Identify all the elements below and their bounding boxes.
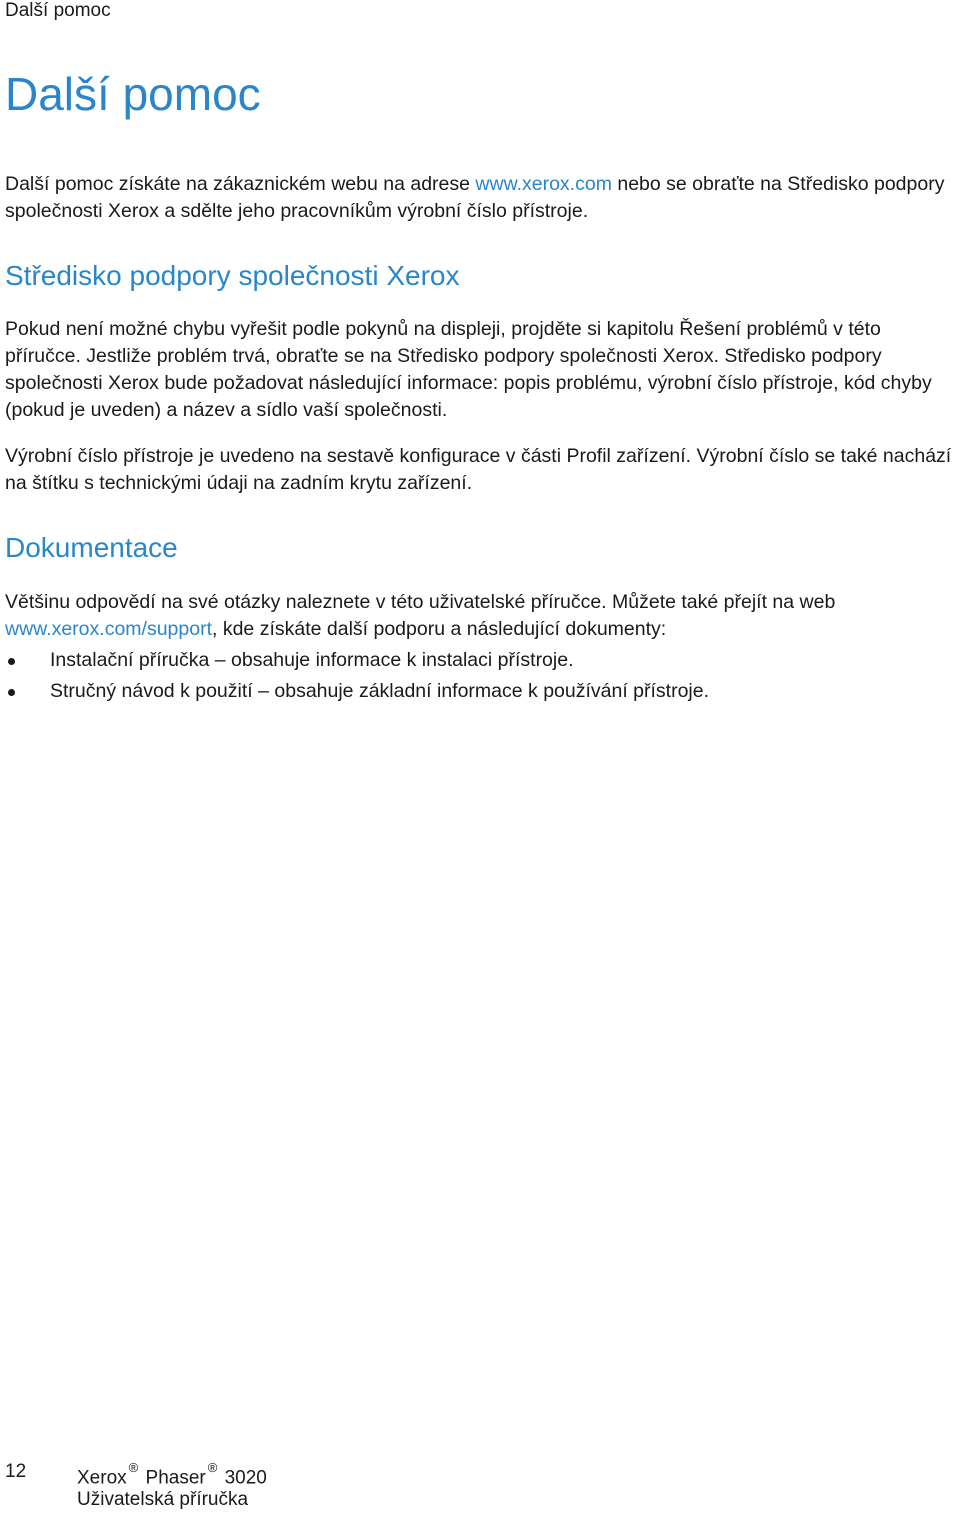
xerox-support-link[interactable]: www.xerox.com/support	[5, 618, 212, 640]
intro-text-before: Další pomoc získáte na zákaznickém webu na adrese	[5, 173, 476, 195]
docs-text-before: Většinu odpovědí na své otázky naleznete v této uživatelské příručce. Můžete také přejít na web	[5, 591, 836, 613]
docs-text-after: , kde získáte další podporu a následující dokumenty:	[212, 618, 667, 640]
bullet-icon	[8, 689, 15, 696]
intro-text-after: nebo se obraťte na Středisko podpory společnosti Xerox a sdělte jeho pracovníkům výrobní číslo přístroje.	[5, 173, 945, 222]
brand-name: Xerox	[77, 1467, 127, 1489]
documents-list	[5, 647, 960, 709]
docs-section-heading: Dokumentace	[5, 532, 178, 563]
page-title: Další pomoc	[5, 68, 261, 120]
model-number: 3020	[224, 1467, 267, 1489]
page-number: 12	[5, 1461, 27, 1482]
docs-paragraph	[5, 589, 960, 643]
list-item-text: Stručný návod k použití – obsahuje základní informace k používání přístroje.	[50, 680, 710, 702]
product-line: Phaser	[145, 1467, 206, 1489]
bullet-icon	[8, 658, 15, 665]
registered-mark: ®	[207, 1460, 218, 1475]
guide-subtitle: Uživatelská příručka	[77, 1489, 249, 1510]
list-item-text: Instalační příručka – obsahuje informace k instalaci přístroje.	[50, 649, 574, 671]
support-section-heading: Středisko podpory společnosti Xerox	[5, 260, 460, 291]
intro-paragraph	[5, 171, 960, 225]
registered-mark: ®	[128, 1460, 139, 1475]
list-item	[5, 678, 960, 705]
list-item	[5, 647, 960, 674]
xerox-website-link[interactable]: www.xerox.com	[475, 173, 612, 195]
support-paragraph-1: Pokud není možné chybu vyřešit podle pokynů na displeji, projděte si kapitolu Řešení problémů v této příručce. Jestliže problém trvá, obraťte se na Středisko podpory společnosti Xerox. Středisko podpory společnosti Xerox bude požadovat následující informace: popis problému, výrobní číslo přístroje, kód chyby (pokud je uveden) a název a sídlo vaší společnosti.	[5, 318, 932, 421]
running-header: Další pomoc	[5, 0, 111, 21]
support-paragraph-2: Výrobní číslo přístroje je uvedeno na sestavě konfigurace v části Profil zařízení. Výrobní číslo se také nachází na štítku s technickými údaji na zadním krytu zařízení.	[5, 445, 952, 494]
